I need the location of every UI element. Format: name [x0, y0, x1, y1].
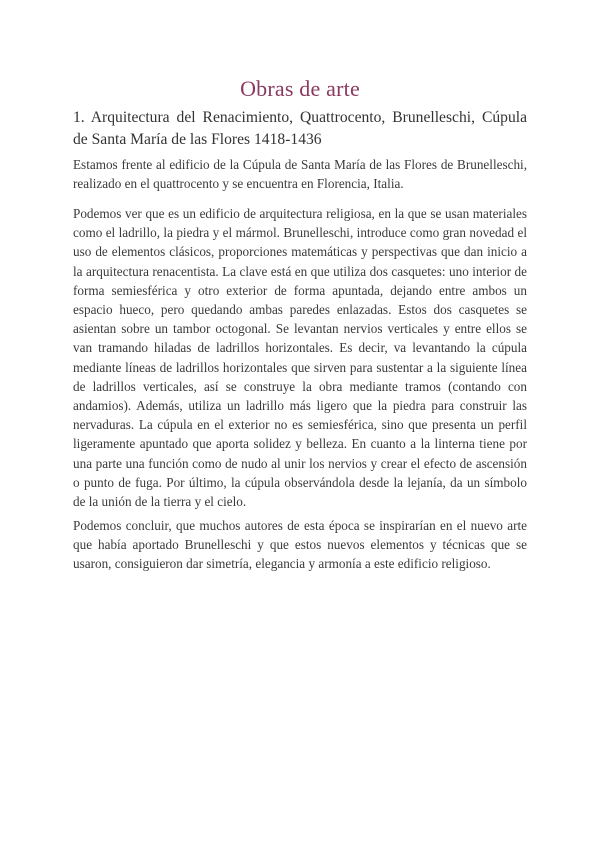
section-heading: 1. Arquitectura del Renacimiento, Quattrocento, Brunelleschi, Cúpula de Santa María de las Flores 1418-1436	[73, 109, 527, 148]
paragraph-conclusion: Podemos concluir, que muchos autores de esta época se inspirarían en el nuevo arte que había aportado Brunelleschi y que estos nuevos elementos y técnicas que se usaron, consiguieron dar simetría, elegancia y armonía a este edificio religioso.	[73, 518, 527, 572]
page-title: Obras de arte	[240, 76, 360, 101]
paragraph-analysis: Podemos ver que es un edificio de arquitectura religiosa, en la que se usan materiales como el ladrillo, la piedra y el mármol. Brunelleschi, introduce como gran novedad el uso de elementos clásicos, proporciones matemáticas y perspectivas que dan inicio a la arquitectura renacentista. La clave está en que utiliza dos casquetes: uno interior de forma semiesférica y otro exterior de forma apuntada, dejando entre ambos un espacio hueco, pero quedando ambas paredes enlazadas. Estos dos casquetes se asientan sobre un tambor octogonal. Se levantan nervios verticales y entre ellos se van tramando hiladas de ladrillos horizontales. Es decir, va levantando la cúpula mediante líneas de ladrillos horizontales que sirven para sustentar a la siguiente línea de ladrillos verticales, así se construye la obra mediante tramos (contando con andamios). Además, utiliza un ladrillo más ligero que la piedra para construir las nervaduras. La cúpula en el exterior no es semiesférica, sino que presenta un perfil ligeramente apuntado que aporta solidez y belleza. En cuanto a la linterna tiene por una parte una función como de nudo al unir los nervios y crear el efecto de ascensión o punto de fuga. Por último, la cúpula observándola desde la lejanía, da un símbolo de la unión de la tierra y el cielo.	[73, 206, 527, 510]
paragraph-intro: Estamos frente al edificio de la Cúpula de Santa María de las Flores de Brunelleschi, realizado en el quattrocento y se encuentra en Florencia, Italia.	[73, 157, 527, 192]
